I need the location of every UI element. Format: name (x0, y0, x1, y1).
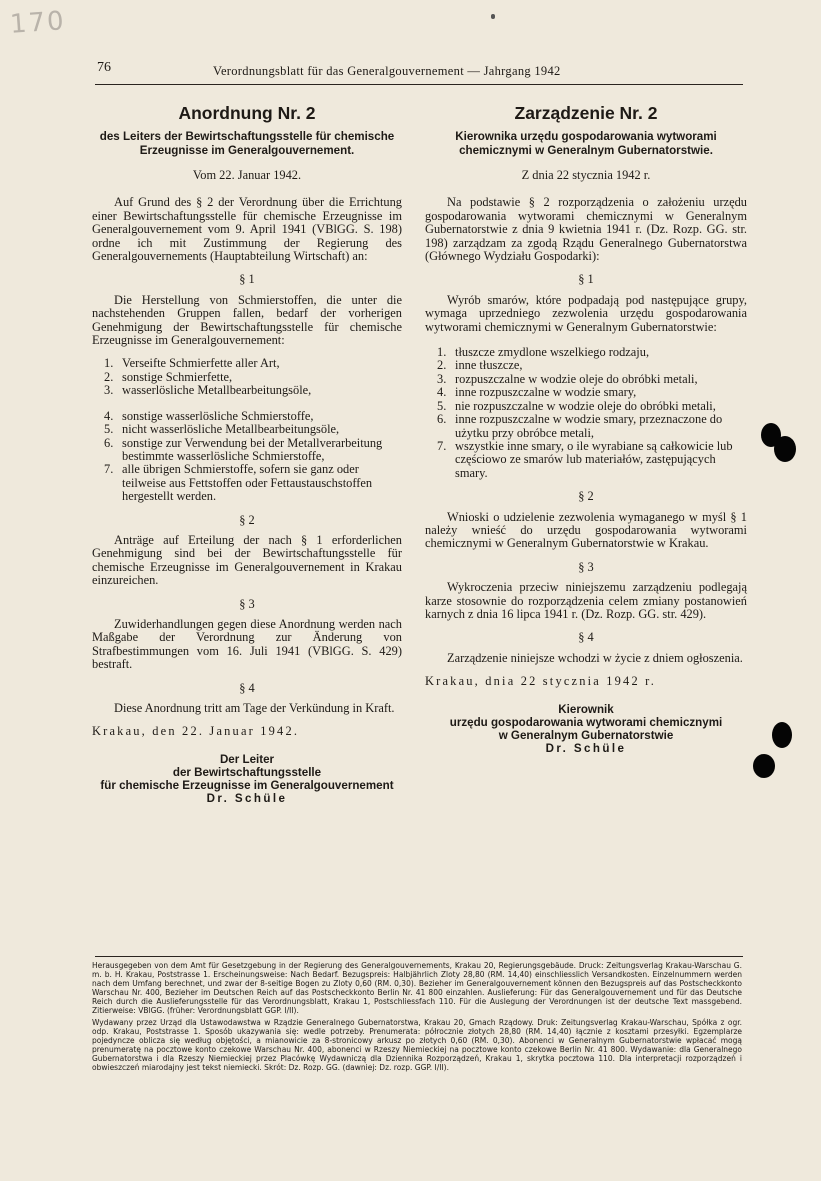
signature-name: Dr. Schüle (206, 792, 288, 806)
polish-section-1-text: Wyrób smarów, które podpadają pod następujące grupy, wymaga uprzedniego zezwolenia urzędu gospodarowania wytworami chemicznymi w Generalnym Gubernatorstwie: (425, 292, 747, 334)
polish-section-2-heading: § 2 (578, 489, 594, 504)
list-item-number: 4. (437, 385, 447, 400)
list-item (425, 386, 747, 399)
list-item-number: 2. (437, 358, 447, 373)
list-item (92, 371, 402, 384)
polish-place-date: Krakau, dnia 22 stycznia 1942 r. (425, 674, 657, 689)
footer-german-imprint: Herausgegeben von dem Amt für Gesetzgebung in der Regierung des Generalgouvernements, Krakau 20, Regierungsgebäude. Druck: Zeitungsverlag Krakau-Warschau G. m. b. H. Krakau, Poststrasse 1. Erscheinungsweise: Nach Bedarf. Bezugspreis: Halbjährlich Zloty 28,80 (RM. 14,40) einschliesslich Versandkosten. Einzelnummern werden nach dem Umfang berechnet, und zwar der 8-seitige Bogen zu Zloty 0,60 (RM. 0,30). Bezieher im Generalgouvernement können den Bezugspreis auf das Postscheckkonto Warschau Nr. 400, Bezieher im Deutschen Reich auf das Postscheckkonto Berlin Nr. 41 800 einzahlen. Auslieferung: Für das Generalgouvernement und für das Deutsche Reich durch die Auslieferungsstelle für das Verordnungsblatt, Krakau 1, Postschliessfach 110. Für die Auslegung der Verordnungen ist der deutsche Text massgebend. Zitierweise: VBlGG. (früher: Verordnungsblatt GGP. I/II). (92, 961, 742, 1016)
polish-section-3-text: Wykroczenia przeciw niniejszemu zarządzeniu podlegają karze stosownie do rozporządzenia celem zmiany postanowień karnych z dnia 16 lipca 1941 r. (Dz. Rozp. GG. str. 429). (425, 580, 747, 621)
german-section-4-heading: § 4 (239, 680, 255, 695)
polish-signature-block (425, 703, 747, 756)
polish-subtitle: Kierownika urzędu gospodarowania wytworami chemicznymi w Generalnym Gubernatorstwie. (455, 130, 717, 157)
list-item-text: sonstige zur Verwendung bei der Metallverarbeitung bestimmte wasserlösliche Schmierstoffe, (122, 435, 383, 463)
german-column (92, 98, 402, 806)
list-item-number: 7. (104, 462, 114, 477)
signature-line: Kierownik (558, 702, 614, 716)
list-item-text: sonstige wasserlösliche Schmierstoffe, (122, 408, 314, 423)
list-item-text: wasserlösliche Metallbearbeitungsöle, (122, 383, 312, 398)
list-item-number: 5. (104, 422, 114, 437)
list-item (92, 437, 402, 464)
german-subtitle: des Leiters der Bewirtschaftungsstelle für chemische Erzeugnisse im Generalgouvernement. (99, 130, 395, 157)
list-item-text: alle übrigen Schmierstoffe, sofern sie ganz oder teilweise aus Fettstoffen oder Fettaustauschstoffen hergestellt werden. (122, 462, 373, 504)
list-item-number: 6. (437, 412, 447, 427)
footer-polish-imprint: Wydawany przez Urząd dla Ustawodawstwa w Rządzie Generalnego Gubernatorstwa, Krakau 20, Gmach Rządowy. Druk: Zeitungsverlag Krakau-Warschau, Spółka z ogr. odp. Krakau, Poststrasse 1. Sposób ukazywania się: wedle potrzeby. Prenumerata: półrocznie złotych 28,80 (RM. 14,40) łącznie z kosztami przesyłki. Egzemplarze pojedyncze oblicza się według objętości, a mianowicie za 8-stronicowy arkusz po złotych 0,60 (RM. 0,30). Abonenci w Generalnym Gubernatorstwie wpłacać mogą prenumeratę na pocztowe konto czekowe Warschau Nr. 400, abonenci w Rzeszy Niemieckiej na pocztowe konto czekowe Berlin Nr. 41 800. Wydawanie: dla Generalnego Gubernatorstwa i dla Rzeszy Niemieckiej przez Placówkę Wydawniczą dla Dziennika Rozporządzeń, Krakau 1, skrytka pocztowa 110. Dla interpretacji rozporządzeń i obwieszczeń miarodajny jest tekst niemiecki. Skrót: Dz. Rozp. GG. (dawniej: Dz. rozp. GGP. I/II). (92, 1017, 742, 1073)
list-item-number: 2. (104, 369, 114, 384)
list-item-text: wszystkie inne smary, o ile wyrabiane są całkowicie lub częściowo ze smarów lub materiałów, zastępujących smary. (455, 438, 733, 480)
list-item (425, 373, 747, 386)
polish-title: Zarządzenie Nr. 2 (514, 103, 658, 123)
list-item-text: nie rozpuszczalne w wodzie oleje do obróbki metali, (455, 398, 716, 413)
list-item (92, 423, 402, 436)
signature-line: w Generalnym Gubernatorstwie (498, 729, 674, 742)
binding-hole (772, 722, 792, 748)
list-item (92, 463, 402, 503)
header-title: Verordnungsblatt für das Generalgouvernement — Jahrgang 1942 (213, 64, 561, 78)
list-item-number: 1. (437, 345, 447, 360)
list-item-number: 7. (437, 438, 447, 453)
list-item-text: rozpuszczalne w wodzie oleje do obróbki metali, (455, 371, 698, 386)
list-item-number: 3. (104, 383, 114, 398)
german-title: Anordnung Nr. 2 (178, 103, 316, 123)
header-rule (95, 84, 743, 85)
list-item (425, 413, 747, 440)
polish-lubricant-list (425, 346, 747, 480)
list-item-number: 1. (104, 356, 114, 371)
list-item (92, 410, 402, 423)
list-item-text: sonstige Schmierfette, (122, 369, 233, 384)
ink-speck (491, 14, 495, 19)
german-section-3-heading: § 3 (239, 596, 255, 611)
list-item-text: Verseifte Schmierfette aller Art, (122, 356, 280, 371)
german-section-2-text: Anträge auf Erteilung der nach § 1 erforderlichen Genehmigung sind bei der Bewirtschaftungsstelle für chemische Erzeugnisse im Generalgouvernement in Krakau einzureichen. (92, 532, 402, 588)
publication-footer (92, 961, 742, 1074)
signature-line: urzędu gospodarowania wytworami chemicznymi (449, 715, 723, 729)
signature-line: für chemische Erzeugnisse im Generalgouvernement (100, 779, 394, 793)
german-section-1-heading: § 1 (239, 272, 255, 287)
footer-rule (95, 956, 743, 957)
list-item (425, 440, 747, 480)
signature-line: der Bewirtschaftungsstelle (172, 766, 322, 780)
german-section-3-text: Zuwiderhandlungen gegen diese Anordnung werden nach Maßgabe der Verordnung zur Änderung von Strafbestimmungen vom 16. Juli 1941 (VBlGG. S. 429) bestraft. (92, 616, 402, 672)
polish-section-4-text: Zarządzenie niniejsze wchodzi w życie z dniem ogłoszenia. (447, 650, 743, 665)
german-section-1-text: Die Herstellung von Schmierstoffen, die unter die nachstehenden Gruppen fallen, bedarf der vorherigen Genehmigung der Bewirtschaftungsstelle für chemische Erzeugnisse im Generalgouvernement: (92, 292, 402, 348)
list-item-number: 4. (104, 408, 114, 423)
german-section-2-heading: § 2 (239, 512, 255, 527)
list-item (425, 346, 747, 359)
german-place-date: Krakau, den 22. Januar 1942. (92, 724, 300, 739)
polish-intro: Na podstawie § 2 rozporządzenia o założeniu urzędu gospodarowania wytworami chemicznymi w Generalnym Gubernatorstwie z dnia 9 kwietnia 1941 r. (Dz. Rozp. GG. str. 198) zarządzam za zgodą Rządu Generalnego Gubernatorstwa (Głównego Wydziału Gospodarki): (425, 195, 747, 264)
list-item (92, 357, 402, 370)
polish-section-1-heading: § 1 (578, 272, 594, 287)
list-item-number: 5. (437, 398, 447, 413)
list-item (425, 359, 747, 372)
list-item (92, 384, 402, 397)
header-page-number: 76 (97, 60, 111, 75)
binding-hole (774, 436, 796, 462)
polish-section-2-text: Wnioski o udzielenie zezwolenia wymaganego w myśl § 1 należy wnieść do urzędu gospodarowania wytworami chemicznymi w Generalnym Gubernatorstwie w Krakau. (425, 509, 747, 551)
list-item-text: inne tłuszcze, (455, 358, 523, 373)
list-item-text: inne rozpuszczalne w wodzie smary, przeznaczone do użytku przy obróbce metali, (455, 412, 723, 440)
german-lubricant-list (92, 357, 402, 503)
german-date: Vom 22. Januar 1942. (192, 168, 302, 182)
pencil-page-number: 170 (9, 6, 67, 40)
german-intro: Auf Grund des § 2 der Verordnung über die Errichtung einer Bewirtschaftungsstelle für chemische Erzeugnisse im Generalgouvernement vom 9. April 1941 (VBlGG. S. 198) ordne ich mit Zustimmung der Regierung des Generalgouvernements (Hauptabteilung Wirtschaft) an: (92, 195, 402, 264)
list-item-text: inne rozpuszczalne w wodzie smary, (455, 385, 637, 400)
german-signature-block (92, 753, 402, 806)
list-item-text: tłuszcze zmydlone wszelkiego rodzaju, (455, 345, 650, 360)
list-item (425, 400, 747, 413)
signature-name: Dr. Schüle (545, 742, 627, 756)
polish-section-4-heading: § 4 (578, 630, 594, 645)
list-item-number: 3. (437, 371, 447, 386)
polish-column (425, 98, 747, 755)
signature-line: Der Leiter (219, 752, 275, 766)
polish-date: Z dnia 22 stycznia 1942 r. (521, 168, 651, 182)
german-section-4-text: Diese Anordnung tritt am Tage der Verkündung in Kraft. (114, 701, 395, 715)
list-item-number: 6. (104, 435, 114, 450)
polish-section-3-heading: § 3 (578, 559, 594, 574)
binding-hole (753, 754, 775, 778)
list-item-text: nicht wasserlösliche Metallbearbeitungsöle, (122, 422, 340, 437)
